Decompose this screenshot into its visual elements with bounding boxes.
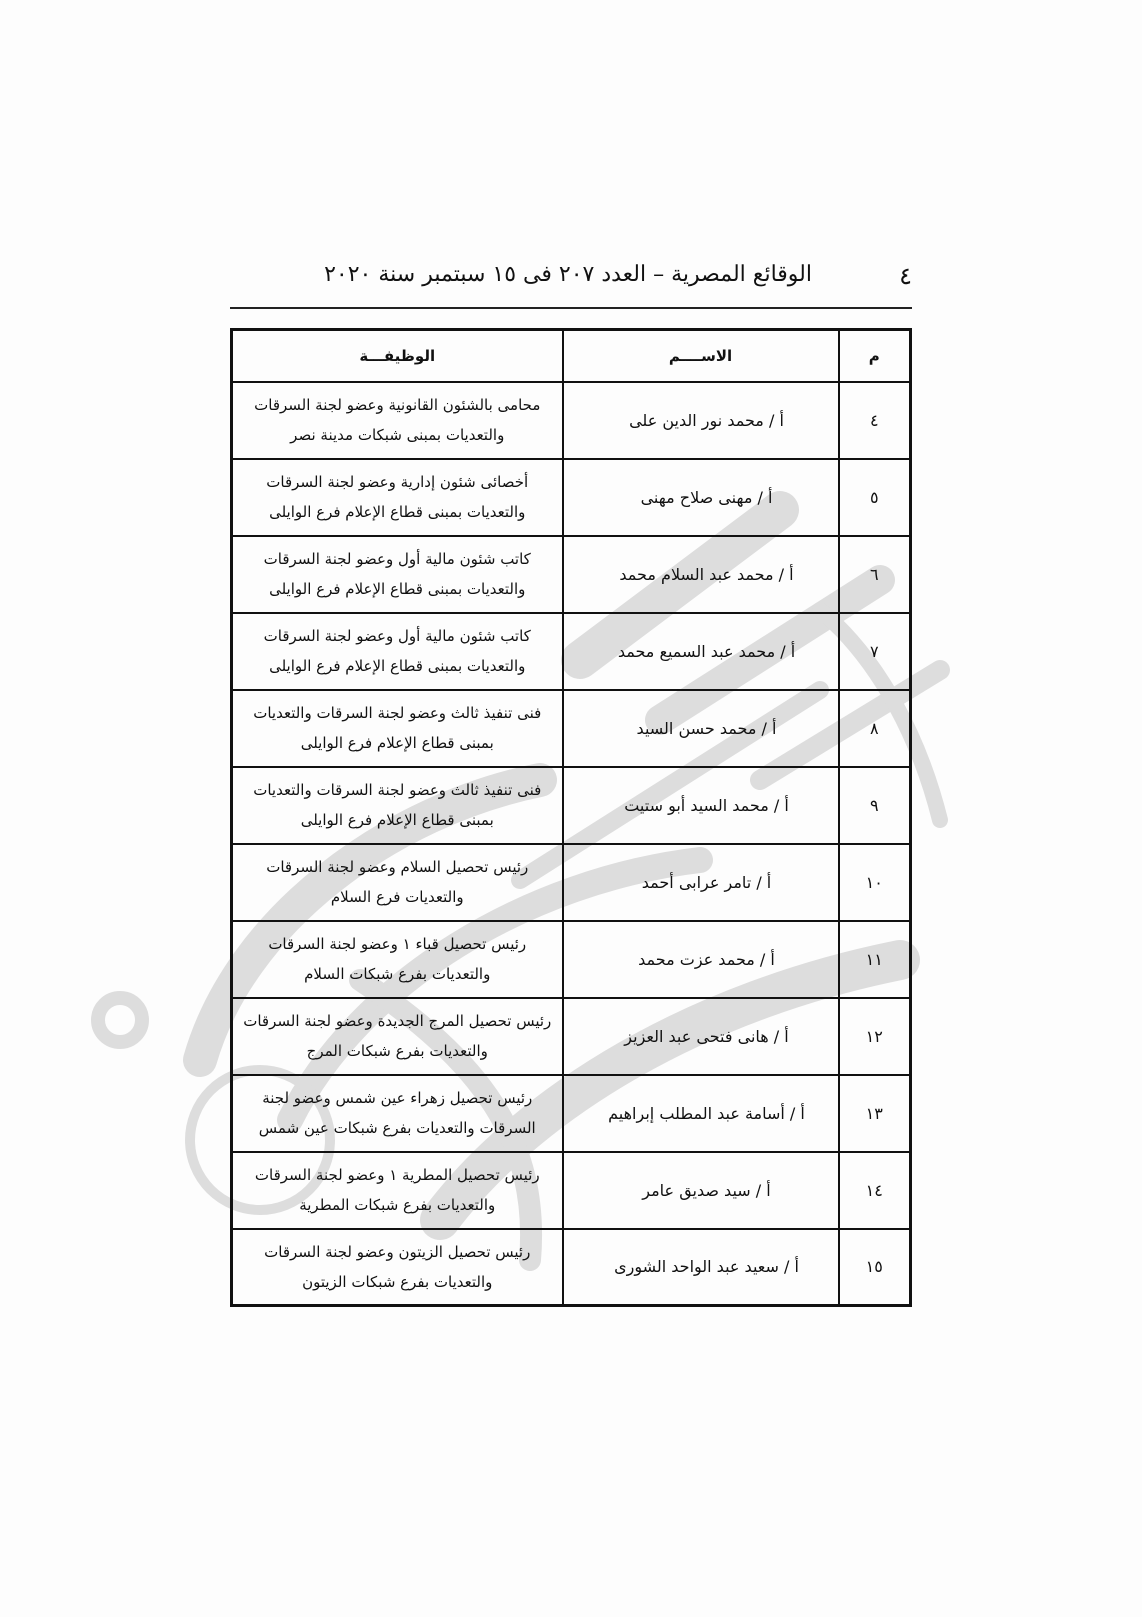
member-job: فنى تنفيذ ثالث وعضو لجنة السرقات والتعديات بمبنى قطاع الإعلام فرع الوايلى	[232, 767, 563, 844]
header-divider	[230, 307, 912, 309]
table-row	[232, 998, 911, 1075]
member-name: أ / سعيد عبد الواحد الشورى	[563, 1229, 839, 1306]
member-name: أ / محمد حسن السيد	[563, 690, 839, 767]
row-number: ٥	[839, 459, 911, 536]
row-number: ٨	[839, 690, 911, 767]
table-row	[232, 690, 911, 767]
members-table	[230, 328, 912, 1307]
member-job: كاتب شئون مالية أول وعضو لجنة السرقات والتعديات بمبنى قطاع الإعلام فرع الوايلى	[232, 613, 563, 690]
table-row	[232, 459, 911, 536]
member-job: أخصائى شئون إدارية وعضو لجنة السرقات والتعديات بمبنى قطاع الإعلام فرع الوايلى	[232, 459, 563, 536]
running-title: الوقائع المصرية – العدد ٢٠٧ فى ١٥ سبتمبر سنة ٢٠٢٠	[324, 262, 812, 287]
table-header-row	[232, 330, 911, 382]
member-job: كاتب شئون مالية أول وعضو لجنة السرقات والتعديات بمبنى قطاع الإعلام فرع الوايلى	[232, 536, 563, 613]
table-row	[232, 1229, 911, 1306]
page-header	[230, 262, 912, 302]
table-row	[232, 382, 911, 459]
row-number: ١٢	[839, 998, 911, 1075]
member-job: محامى بالشئون القانونية وعضو لجنة السرقات والتعديات بمبنى شبكات مدينة نصر	[232, 382, 563, 459]
row-number: ١٤	[839, 1152, 911, 1229]
table-row	[232, 1152, 911, 1229]
column-header-job: الوظيفـــة	[232, 330, 563, 382]
table-row	[232, 921, 911, 998]
member-job: رئيس تحصيل السلام وعضو لجنة السرقات والتعديات فرع السلام	[232, 844, 563, 921]
table-row	[232, 1075, 911, 1152]
member-job: رئيس تحصيل المرج الجديدة وعضو لجنة السرقات والتعديات بفرع شبكات المرج	[232, 998, 563, 1075]
table-row	[232, 767, 911, 844]
table-row	[232, 536, 911, 613]
row-number: ٤	[839, 382, 911, 459]
member-name: أ / أسامة عبد المطلب إبراهيم	[563, 1075, 839, 1152]
member-name: أ / محمد عبد السميع محمد	[563, 613, 839, 690]
member-name: أ / مهنى صلاح مهنى	[563, 459, 839, 536]
page-number: ٤	[899, 262, 912, 290]
member-job: رئيس تحصيل قباء ١ وعضو لجنة السرقات والتعديات بفرع شبكات السلام	[232, 921, 563, 998]
member-name: أ / سيد صديق عامر	[563, 1152, 839, 1229]
member-name: أ / محمد عبد السلام محمد	[563, 536, 839, 613]
column-header-name: الاســــم	[563, 330, 839, 382]
member-name: أ / هانى فتحى عبد العزيز	[563, 998, 839, 1075]
member-job: رئيس تحصيل الزيتون وعضو لجنة السرقات والتعديات بفرع شبكات الزيتون	[232, 1229, 563, 1306]
row-number: ١٣	[839, 1075, 911, 1152]
row-number: ٦	[839, 536, 911, 613]
table-row	[232, 844, 911, 921]
member-job: رئيس تحصيل زهراء عين شمس وعضو لجنة السرقات والتعديات بفرع شبكات عين شمس	[232, 1075, 563, 1152]
row-number: ١٥	[839, 1229, 911, 1306]
row-number: ١٠	[839, 844, 911, 921]
member-name: أ / محمد السيد أبو ستيت	[563, 767, 839, 844]
row-number: ٧	[839, 613, 911, 690]
column-header-no: م	[839, 330, 911, 382]
member-job: فنى تنفيذ ثالث وعضو لجنة السرقات والتعديات بمبنى قطاع الإعلام فرع الوايلى	[232, 690, 563, 767]
row-number: ٩	[839, 767, 911, 844]
member-name: أ / محمد نور الدين على	[563, 382, 839, 459]
member-name: أ / تامر عرابى أحمد	[563, 844, 839, 921]
table-row	[232, 613, 911, 690]
row-number: ١١	[839, 921, 911, 998]
member-job: رئيس تحصيل المطرية ١ وعضو لجنة السرقات والتعديات بفرع شبكات المطرية	[232, 1152, 563, 1229]
member-name: أ / محمد عزت محمد	[563, 921, 839, 998]
